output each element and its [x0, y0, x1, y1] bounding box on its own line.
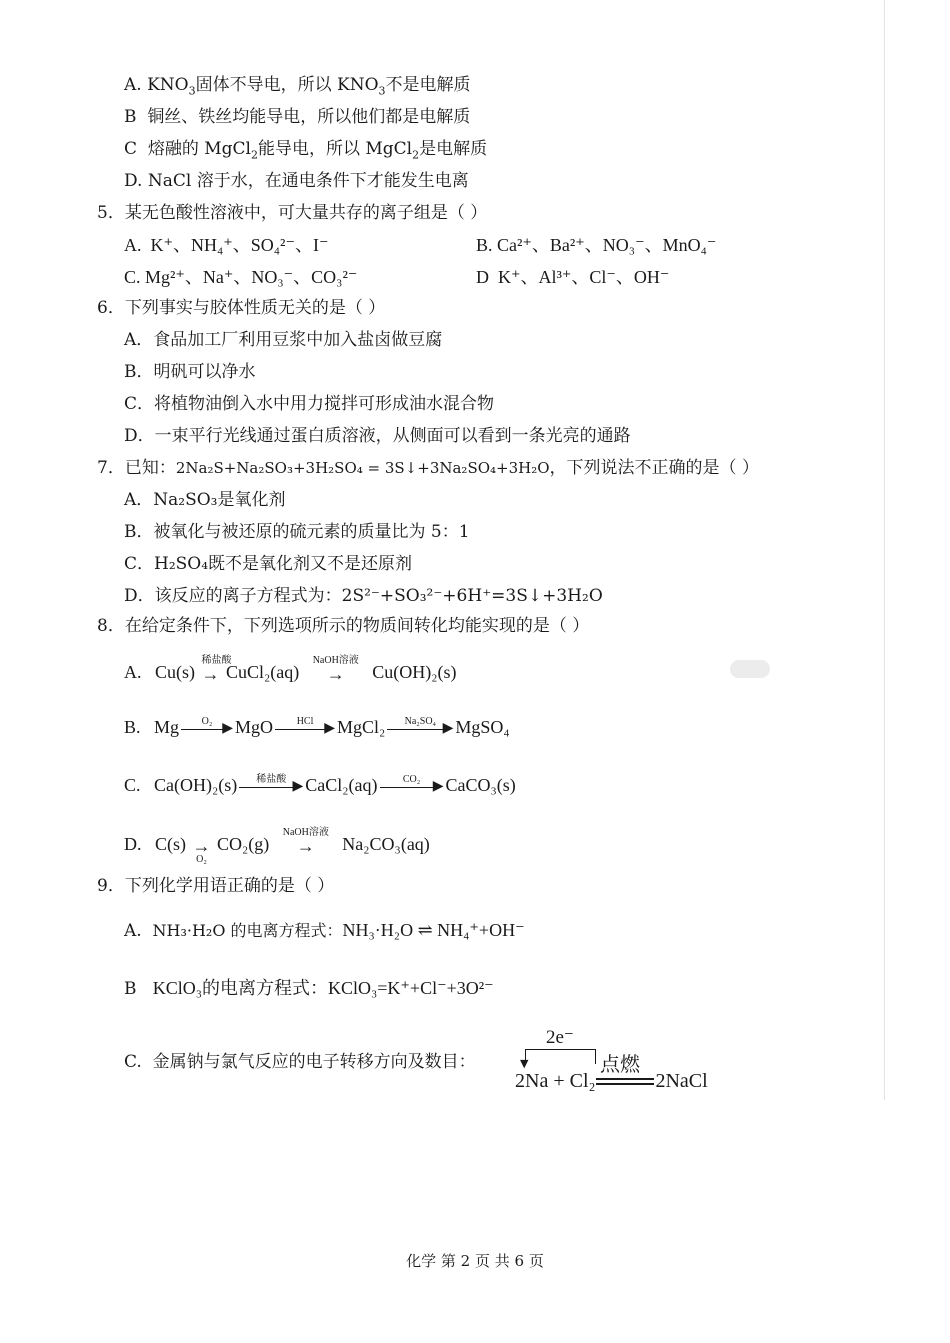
reaction-arrow: CO₂ ▶ [380, 780, 444, 794]
reaction-arrow: NaOH溶液 → [312, 654, 359, 684]
q5-stem: 5．某无色酸性溶液中，可大量共存的离子组是（ ） [97, 203, 488, 223]
q6-option-c: C．将植物油倒入水中用力搅拌可形成油水混合物 [124, 394, 495, 414]
q9-option-c: C. 金属钠与氯气反应的电子转移方向及数目： [124, 1052, 476, 1072]
reaction-arrow: NaOH溶液 → [282, 826, 329, 856]
arrow-head-icon: ▼ [520, 1057, 529, 1070]
q6-stem: 6．下列事实与胶体性质无关的是（ ） [97, 298, 386, 318]
equals-sign [596, 1077, 654, 1087]
q7-stem: 7．已知：2Na₂S+Na₂SO₃+3H₂SO₄ = 3S↓+3Na₂SO₄+3H₂O，下列说法不正确的是（ ） [97, 458, 759, 478]
page-footer: 化学 第 2 页 共 6 页 [406, 1252, 544, 1270]
q9-stem: 9．下列化学用语正确的是（ ） [97, 876, 335, 896]
q4-option-d: D. NaCl 溶于水，在通电条件下才能发生电离 [124, 171, 469, 191]
q5-option-b: B. Ca²⁺、Ba²⁺、NO₃⁻、MnO₄⁻ [476, 235, 717, 255]
q8-option-b: B. Mg O₂ ▶ MgO HCl ▶ MgCl₂ Na₂SO₄ ▶ MgSO₄ [124, 715, 510, 737]
reaction-arrow: O₂ ▶ [181, 722, 233, 736]
reaction-arrow: HCl ▶ [275, 722, 335, 736]
q7-option-c: C．H₂SO₄既不是氧化剂又不是还原剂 [124, 554, 413, 574]
q7-equation: 2Na₂S+Na₂SO₃+3H₂SO₄ = 3S↓+3Na₂SO₄+3H₂O [175, 459, 550, 477]
q7-option-d: D．该反应的离子方程式为：2S²⁻+SO₃²⁻+6H⁺=3S↓+3H₂O [124, 586, 603, 606]
products: 2NaCl [655, 1070, 708, 1092]
q5-option-a: A. K⁺、NH₄⁺、SO₄²⁻、I⁻ [124, 235, 329, 255]
reaction-arrow: 稀盐酸 ▶ [239, 780, 303, 794]
q6-option-b: B．明矾可以净水 [124, 362, 256, 382]
reaction-arrow: → O₂ [192, 835, 211, 865]
q5-option-d: D K⁺、Al³⁺、Cl⁻、OH⁻ [476, 267, 670, 287]
q8-option-d: D. C(s) → O₂ CO₂(g) NaOH溶液 → Na₂CO₃(aq) [124, 826, 430, 865]
transfer-bracket [525, 1049, 596, 1064]
q4-option-b: B 铜丝、铁丝均能导电，所以他们都是电解质 [124, 107, 471, 127]
q4-option-a: A. $KNO_3$固体不导电，所以 $KNO_3$不是电解质 [124, 75, 471, 98]
q9-option-a: A. NH₃·H₂O 的电离方程式：NH₃·H₂O ⇌ NH₄⁺+OH⁻ [124, 920, 525, 941]
scan-speck [884, 0, 885, 1100]
q4-option-c: C 熔融的 MgCl$_2$能导电，所以 MgCl$_2$是电解质 [124, 139, 488, 162]
q8-stem: 8．在给定条件下，下列选项所示的物质间转化均能实现的是（ ） [97, 616, 590, 636]
electron-transfer-diagram [512, 1026, 722, 1096]
reactants: 2Na + Cl₂ [515, 1070, 596, 1092]
reaction-arrow: 稀盐酸 → [201, 654, 232, 684]
q7-option-a: A．Na₂SO₃是氧化剂 [124, 490, 286, 510]
q9-option-b: B KClO₃的电离方程式：KClO₃=K⁺+Cl⁻+3O²⁻ [124, 978, 494, 999]
q7-option-b: B．被氧化与被还原的硫元素的质量比为 5：1 [124, 522, 470, 542]
reaction-arrow: Na₂SO₄ ▶ [387, 722, 453, 736]
q5-option-c: C. Mg²⁺、Na⁺、NO₃⁻、CO₃²⁻ [124, 267, 358, 287]
q6-option-d: D．一束平行光线通过蛋白质溶液，从侧面可以看到一条光亮的通路 [124, 426, 631, 446]
q6-option-a: A．食品加工厂利用豆浆中加入盐卤做豆腐 [124, 330, 443, 350]
q8-option-a: A. Cu(s) 稀盐酸 → CuCl₂(aq) NaOH溶液 → Cu(OH)₂(s) [124, 654, 457, 684]
reaction-condition: 点燃 [600, 1052, 640, 1076]
electron-count: 2e⁻ [546, 1027, 574, 1048]
q8-option-c: C. Ca(OH)₂(s) 稀盐酸 ▶ CaCl₂(aq) CO₂ ▶ CaCO₃(s) [124, 773, 516, 795]
scan-speck [730, 660, 770, 678]
